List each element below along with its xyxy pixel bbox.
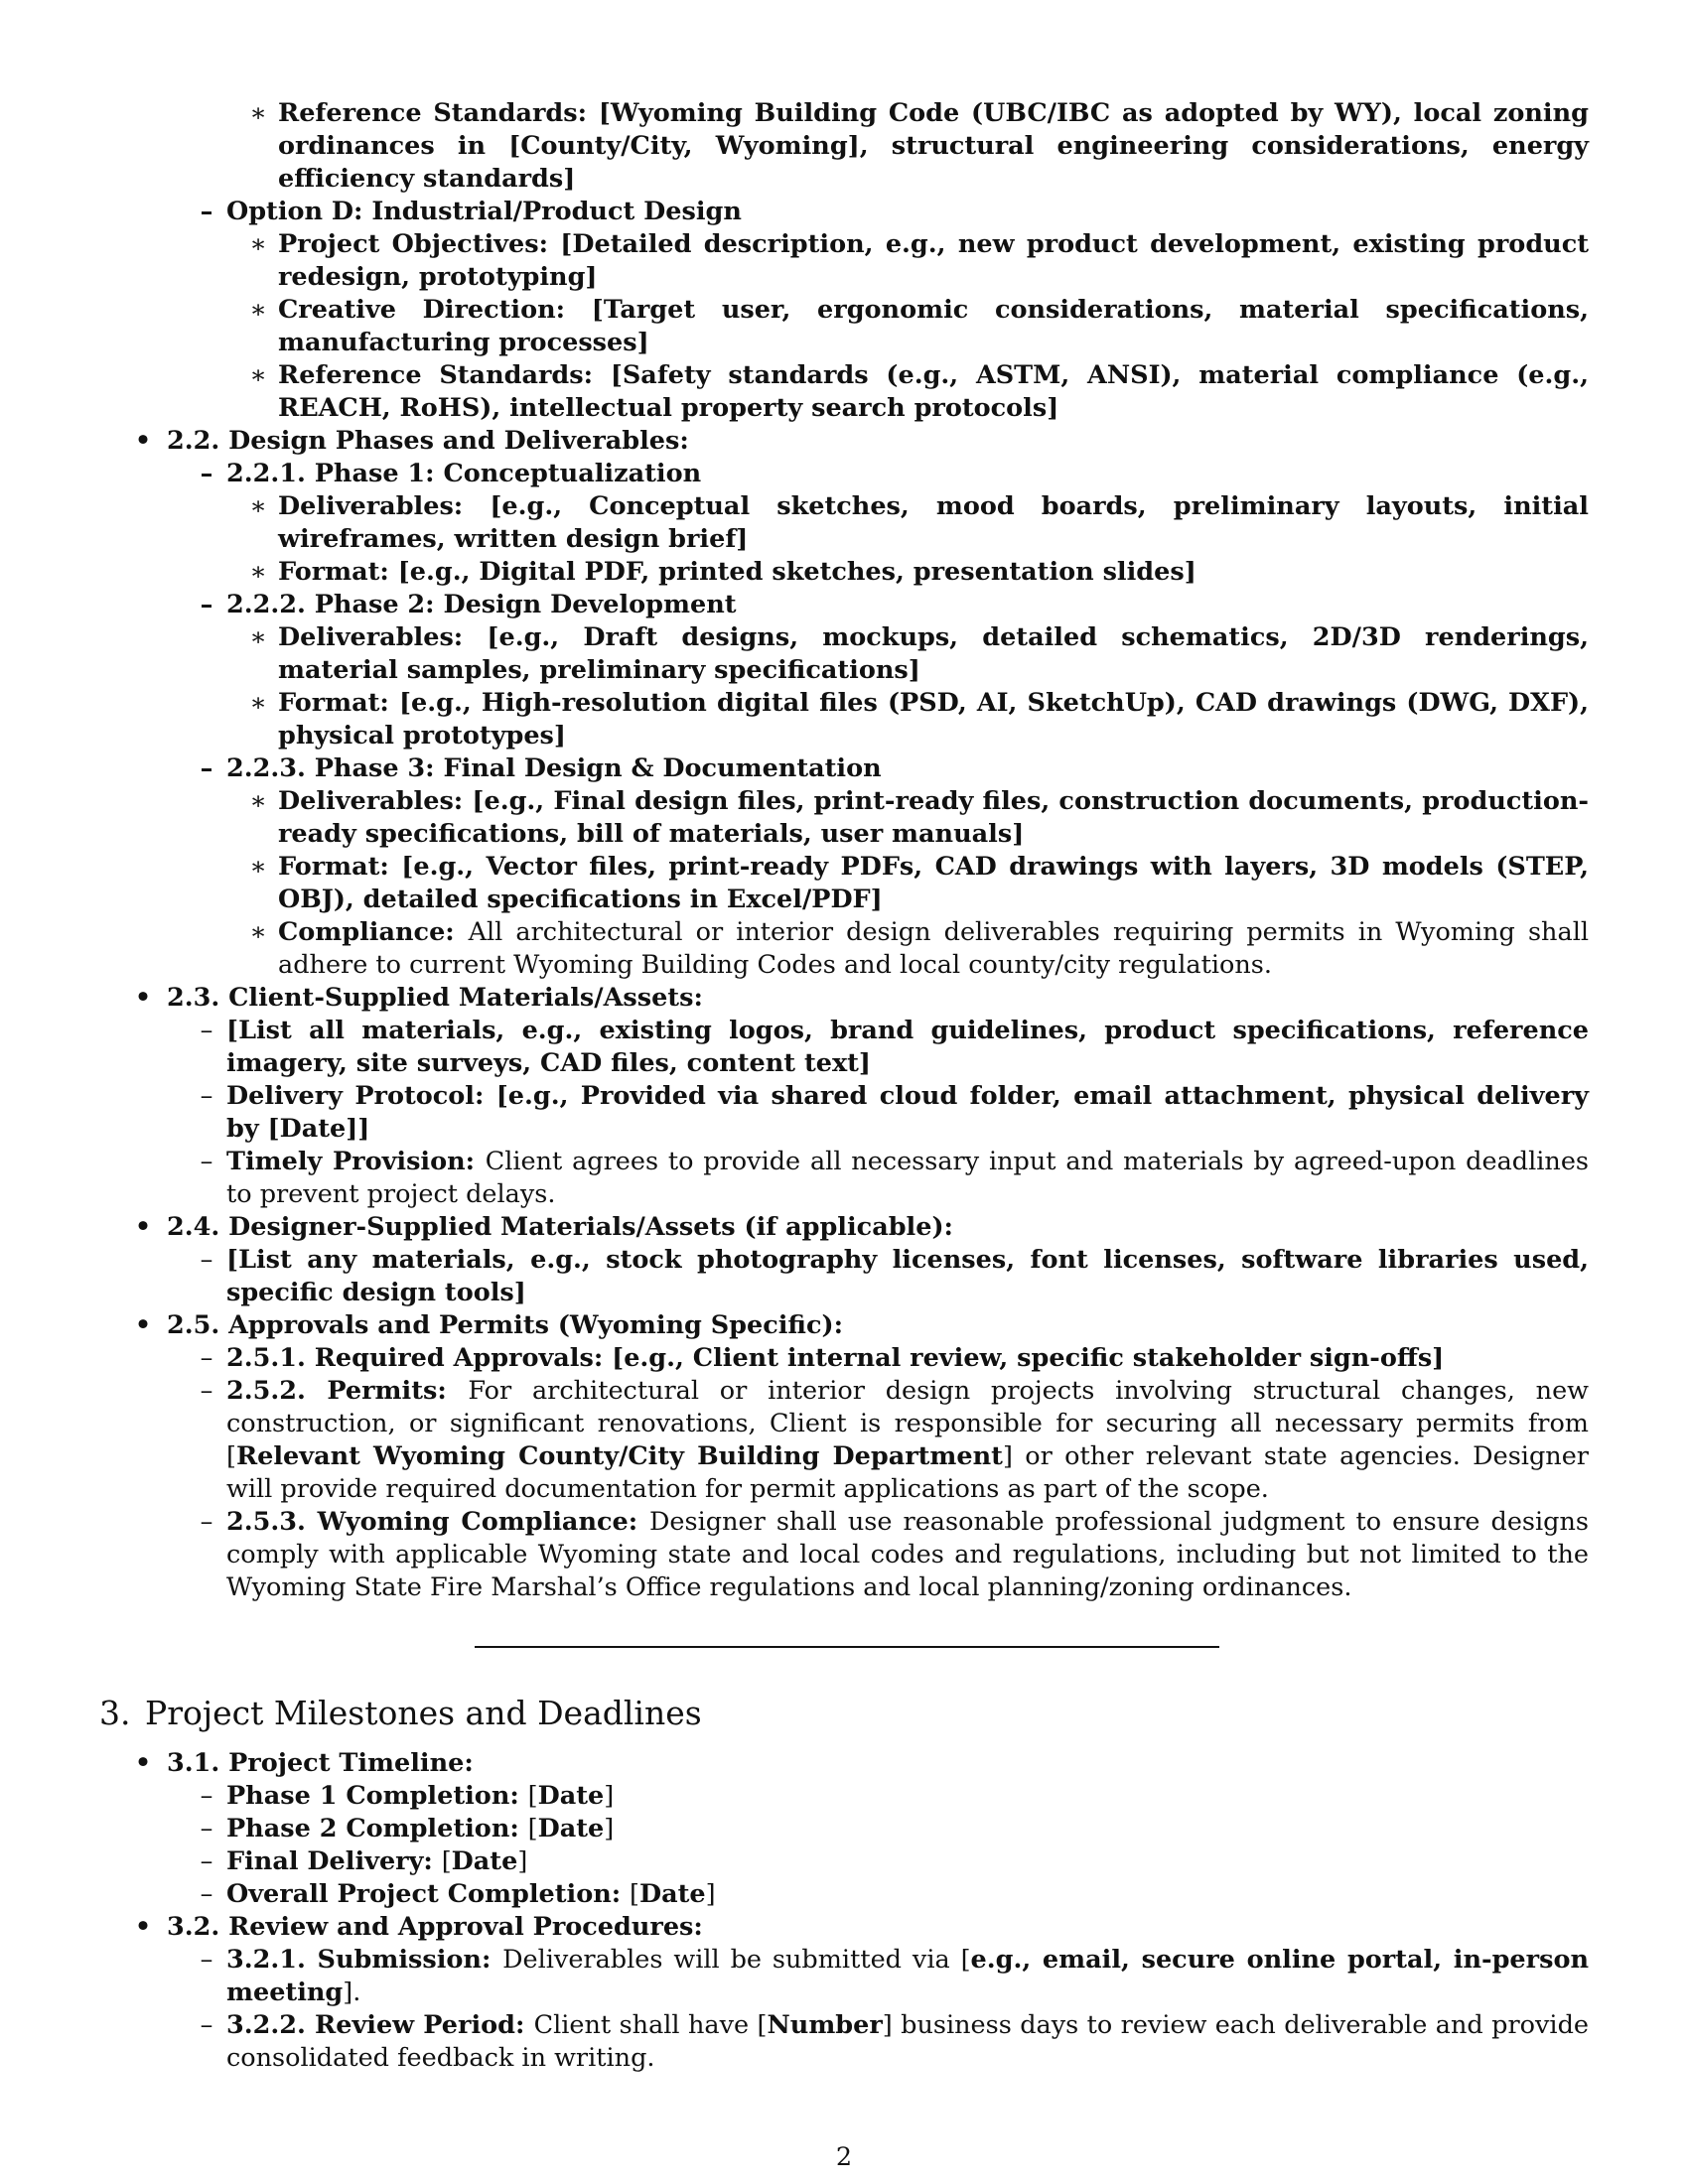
dash-marker: –	[200, 1376, 213, 1406]
section-heading-3	[99, 1694, 1589, 1733]
item-text: [Target user, ergonomic considerations, material specifications, manufacturing processes]	[278, 295, 1589, 357]
phase-title: 2.2.1. Phase 1: Conceptualization	[226, 459, 702, 488]
dash-marker: –	[200, 1016, 213, 1045]
subsection-title: 2.3. Client-Supplied Materials/Assets:	[167, 983, 703, 1013]
bullet-marker: •	[134, 1212, 152, 1242]
item-label: 2.5.3. Wyoming Compliance:	[226, 1507, 649, 1537]
item-text: [List any materials, e.g., stock photography licenses, font licenses, software libraries used, specific design tools]	[226, 1245, 1589, 1307]
dash-marker: –	[200, 2010, 213, 2040]
item-label: Compliance:	[278, 917, 469, 947]
item-text: [e.g., Draft designs, mockups, detailed schematics, 2D/3D renderings, material samples, preliminary specifications]	[278, 622, 1589, 685]
subsection-heading-3-1	[99, 1747, 1589, 1780]
item-text: Designer shall use reasonable professional judgment to ensure designs comply with applicable Wyoming state and local codes and regulations, including but not limited to the Wyoming State Fire Marshal’s Office regulations and local planning/zoning ordinances.	[226, 1507, 1590, 1602]
item-text: [e.g., Client internal review, specific stakeholder sign-offs]	[612, 1343, 1445, 1373]
dash-marker: –	[200, 753, 213, 783]
item-label: Reference Standards:	[278, 98, 599, 128]
item-label: Reference Standards:	[278, 360, 611, 390]
item-label: Creative Direction:	[278, 295, 592, 325]
timeline-item	[99, 1780, 1589, 1813]
timeline-item	[99, 1845, 1589, 1878]
dash-marker: –	[200, 1245, 213, 1275]
subsection-title: 3.2. Review and Approval Procedures:	[167, 1912, 703, 1942]
option-d-heading	[99, 196, 1589, 228]
list-item	[99, 687, 1589, 752]
item-label: Deliverables:	[278, 622, 488, 652]
item-label: 3.2.2. Review Period:	[226, 2010, 534, 2040]
item-label: Format:	[278, 557, 398, 587]
dash-marker: –	[200, 197, 213, 226]
item-text: Client shall have [	[533, 2010, 768, 2040]
item-text: ] business days to review each deliverable and provide consolidated feedback in writing.	[226, 2010, 1589, 2073]
list-item	[99, 294, 1589, 359]
dash-marker: –	[200, 590, 213, 619]
dash-marker: –	[200, 1507, 213, 1537]
dash-marker: –	[200, 459, 213, 488]
star-marker: ∗	[249, 557, 267, 587]
list-item	[99, 1944, 1589, 2009]
item-label: 2.5.1. Required Approvals:	[226, 1343, 613, 1373]
bracket: [	[527, 1814, 538, 1843]
bracket: [	[527, 1781, 538, 1811]
item-label: Phase 1 Completion:	[226, 1781, 528, 1811]
list-item	[99, 1342, 1589, 1375]
star-marker: ∗	[249, 229, 267, 259]
bracket: ]	[705, 1879, 716, 1909]
item-text: [e.g., Vector files, print-ready PDFs, CAD drawings with layers, 3D models (STEP, OBJ), detailed specifications in Excel/PDF]	[278, 852, 1589, 914]
bracket: ]	[604, 1814, 615, 1843]
item-value: Date	[639, 1879, 706, 1909]
bracket: [	[441, 1846, 452, 1876]
list-item	[99, 2009, 1589, 2075]
phase-heading	[99, 589, 1589, 621]
document-page	[99, 97, 1589, 2075]
item-label: Project Objectives:	[278, 229, 561, 259]
star-marker: ∗	[249, 295, 267, 325]
bracket: [	[630, 1879, 639, 1909]
bracket: ]	[604, 1781, 615, 1811]
item-label: Format:	[278, 688, 399, 718]
item-bold-text: e.g., email, secure online portal, in-person meeting	[226, 1945, 1589, 2007]
bullet-marker: •	[134, 1912, 152, 1942]
page-number: 2	[835, 2142, 853, 2172]
star-marker: ∗	[249, 852, 267, 882]
item-label: 2.5.2. Permits:	[226, 1376, 469, 1406]
star-marker: ∗	[249, 98, 267, 128]
item-text: [Safety standards (e.g., ASTM, ANSI), material compliance (e.g., REACH, RoHS), intellectual property search protocols]	[278, 360, 1589, 423]
item-text: For architectural or interior design projects involving structural changes, new construction, or significant renovations, Client is responsible for securing all necessary permits from [	[226, 1376, 1589, 1471]
item-text: ] or other relevant state agencies. Designer will provide required documentation for permit applications as part of the scope.	[226, 1441, 1589, 1504]
phase-heading	[99, 752, 1589, 785]
star-marker: ∗	[249, 688, 267, 718]
item-value: Date	[537, 1814, 605, 1843]
dash-marker: –	[200, 1879, 213, 1909]
dash-marker: –	[200, 1781, 213, 1811]
phase-heading	[99, 458, 1589, 490]
item-text: [e.g., Provided via shared cloud folder, email attachment, physical delivery by [Date]]	[226, 1081, 1589, 1144]
item-label: Deliverables:	[278, 786, 473, 816]
star-marker: ∗	[249, 786, 267, 816]
item-text: [Detailed description, e.g., new product development, existing product redesign, prototyping]	[278, 229, 1589, 292]
item-value: Date	[537, 1781, 605, 1811]
horizontal-rule	[475, 1646, 1219, 1648]
list-item	[99, 621, 1589, 687]
bullet-marker: •	[134, 426, 152, 456]
item-text: [e.g., Final design files, print-ready files, construction documents, production-ready specifications, bill of materials, user manuals]	[278, 786, 1589, 849]
list-item	[99, 1506, 1589, 1604]
item-text: [Wyoming Building Code (UBC/IBC as adopted by WY), local zoning ordinances in [County/City, Wyoming], structural engineering considerations, energy efficiency standards]	[278, 98, 1589, 194]
item-text: ].	[343, 1978, 361, 2007]
list-item	[99, 228, 1589, 294]
item-label: Deliverables:	[278, 491, 491, 521]
bullet-marker: •	[134, 1748, 152, 1778]
phase-title: 2.2.2. Phase 2: Design Development	[226, 590, 737, 619]
dash-marker: –	[200, 1147, 213, 1176]
dash-marker: –	[200, 1846, 213, 1876]
item-label: Timely Provision:	[226, 1147, 486, 1176]
item-text: [List all materials, e.g., existing logos, brand guidelines, product specifications, reference imagery, site surveys, CAD files, content text]	[226, 1016, 1589, 1078]
item-text: Deliverables will be submitted via [	[502, 1945, 971, 1975]
list-item	[99, 785, 1589, 851]
item-bold-text: Number	[767, 2010, 883, 2040]
item-label: Final Delivery:	[226, 1846, 442, 1876]
subsection-title: 2.2. Design Phases and Deliverables:	[167, 426, 689, 456]
section-number: 3.	[99, 1694, 131, 1732]
bullet-marker: •	[134, 983, 152, 1013]
star-marker: ∗	[249, 491, 267, 521]
subsection-heading-2-4	[99, 1211, 1589, 1244]
section-title-text: Project Milestones and Deadlines	[145, 1694, 702, 1732]
item-text: All architectural or interior design deliverables requiring permits in Wyoming shall adhere to current Wyoming Building Codes and local county/city regulations.	[278, 917, 1589, 980]
item-text: [e.g., Conceptual sketches, mood boards, preliminary layouts, initial wireframes, written design brief]	[278, 491, 1589, 554]
bracket: ]	[517, 1846, 528, 1876]
item-label: Phase 2 Completion:	[226, 1814, 528, 1843]
star-marker: ∗	[249, 917, 267, 947]
timeline-item	[99, 1878, 1589, 1911]
star-marker: ∗	[249, 622, 267, 652]
subsection-heading-2-2	[99, 425, 1589, 458]
item-text: [e.g., Digital PDF, printed sketches, presentation slides]	[397, 557, 1196, 587]
subsection-title: 3.1. Project Timeline:	[167, 1748, 474, 1778]
item-bold-text: Relevant Wyoming County/City Building Department	[235, 1441, 1003, 1471]
subsection-title: 2.4. Designer-Supplied Materials/Assets (if applicable):	[167, 1212, 953, 1242]
subsection-title: 2.5. Approvals and Permits (Wyoming Specific):	[167, 1310, 843, 1340]
item-value: Date	[451, 1846, 518, 1876]
list-item	[99, 1015, 1589, 1080]
list-item	[99, 1375, 1589, 1506]
subsection-heading-2-3	[99, 982, 1589, 1015]
bullet-marker: •	[134, 1310, 152, 1340]
list-item	[99, 490, 1589, 556]
list-item	[99, 1080, 1589, 1146]
item-label: Overall Project Completion:	[226, 1879, 631, 1909]
list-item	[99, 359, 1589, 425]
star-marker: ∗	[249, 360, 267, 390]
item-text: [e.g., High-resolution digital files (PSD, AI, SketchUp), CAD drawings (DWG, DXF), physical prototypes]	[278, 688, 1589, 751]
list-item	[99, 916, 1589, 982]
timeline-item	[99, 1813, 1589, 1845]
section-title	[99, 1694, 1589, 1733]
option-title: Option D: Industrial/Product Design	[226, 197, 742, 226]
dash-marker: –	[200, 1081, 213, 1111]
item-label: 3.2.1. Submission:	[226, 1945, 503, 1975]
list-item	[99, 97, 1589, 196]
dash-marker: –	[200, 1814, 213, 1843]
list-item	[99, 1146, 1589, 1211]
item-label: Format:	[278, 852, 402, 882]
dash-marker: –	[200, 1945, 213, 1975]
list-item	[99, 851, 1589, 916]
item-text: Client agrees to provide all necessary input and materials by agreed-upon deadlines to prevent project delays.	[226, 1147, 1590, 1209]
dash-marker: –	[200, 1343, 213, 1373]
list-item	[99, 556, 1589, 589]
item-label: Delivery Protocol:	[226, 1081, 496, 1111]
subsection-heading-3-2	[99, 1911, 1589, 1944]
subsection-heading-2-5	[99, 1309, 1589, 1342]
phase-title: 2.2.3. Phase 3: Final Design & Documentation	[226, 753, 882, 783]
list-item	[99, 1244, 1589, 1309]
